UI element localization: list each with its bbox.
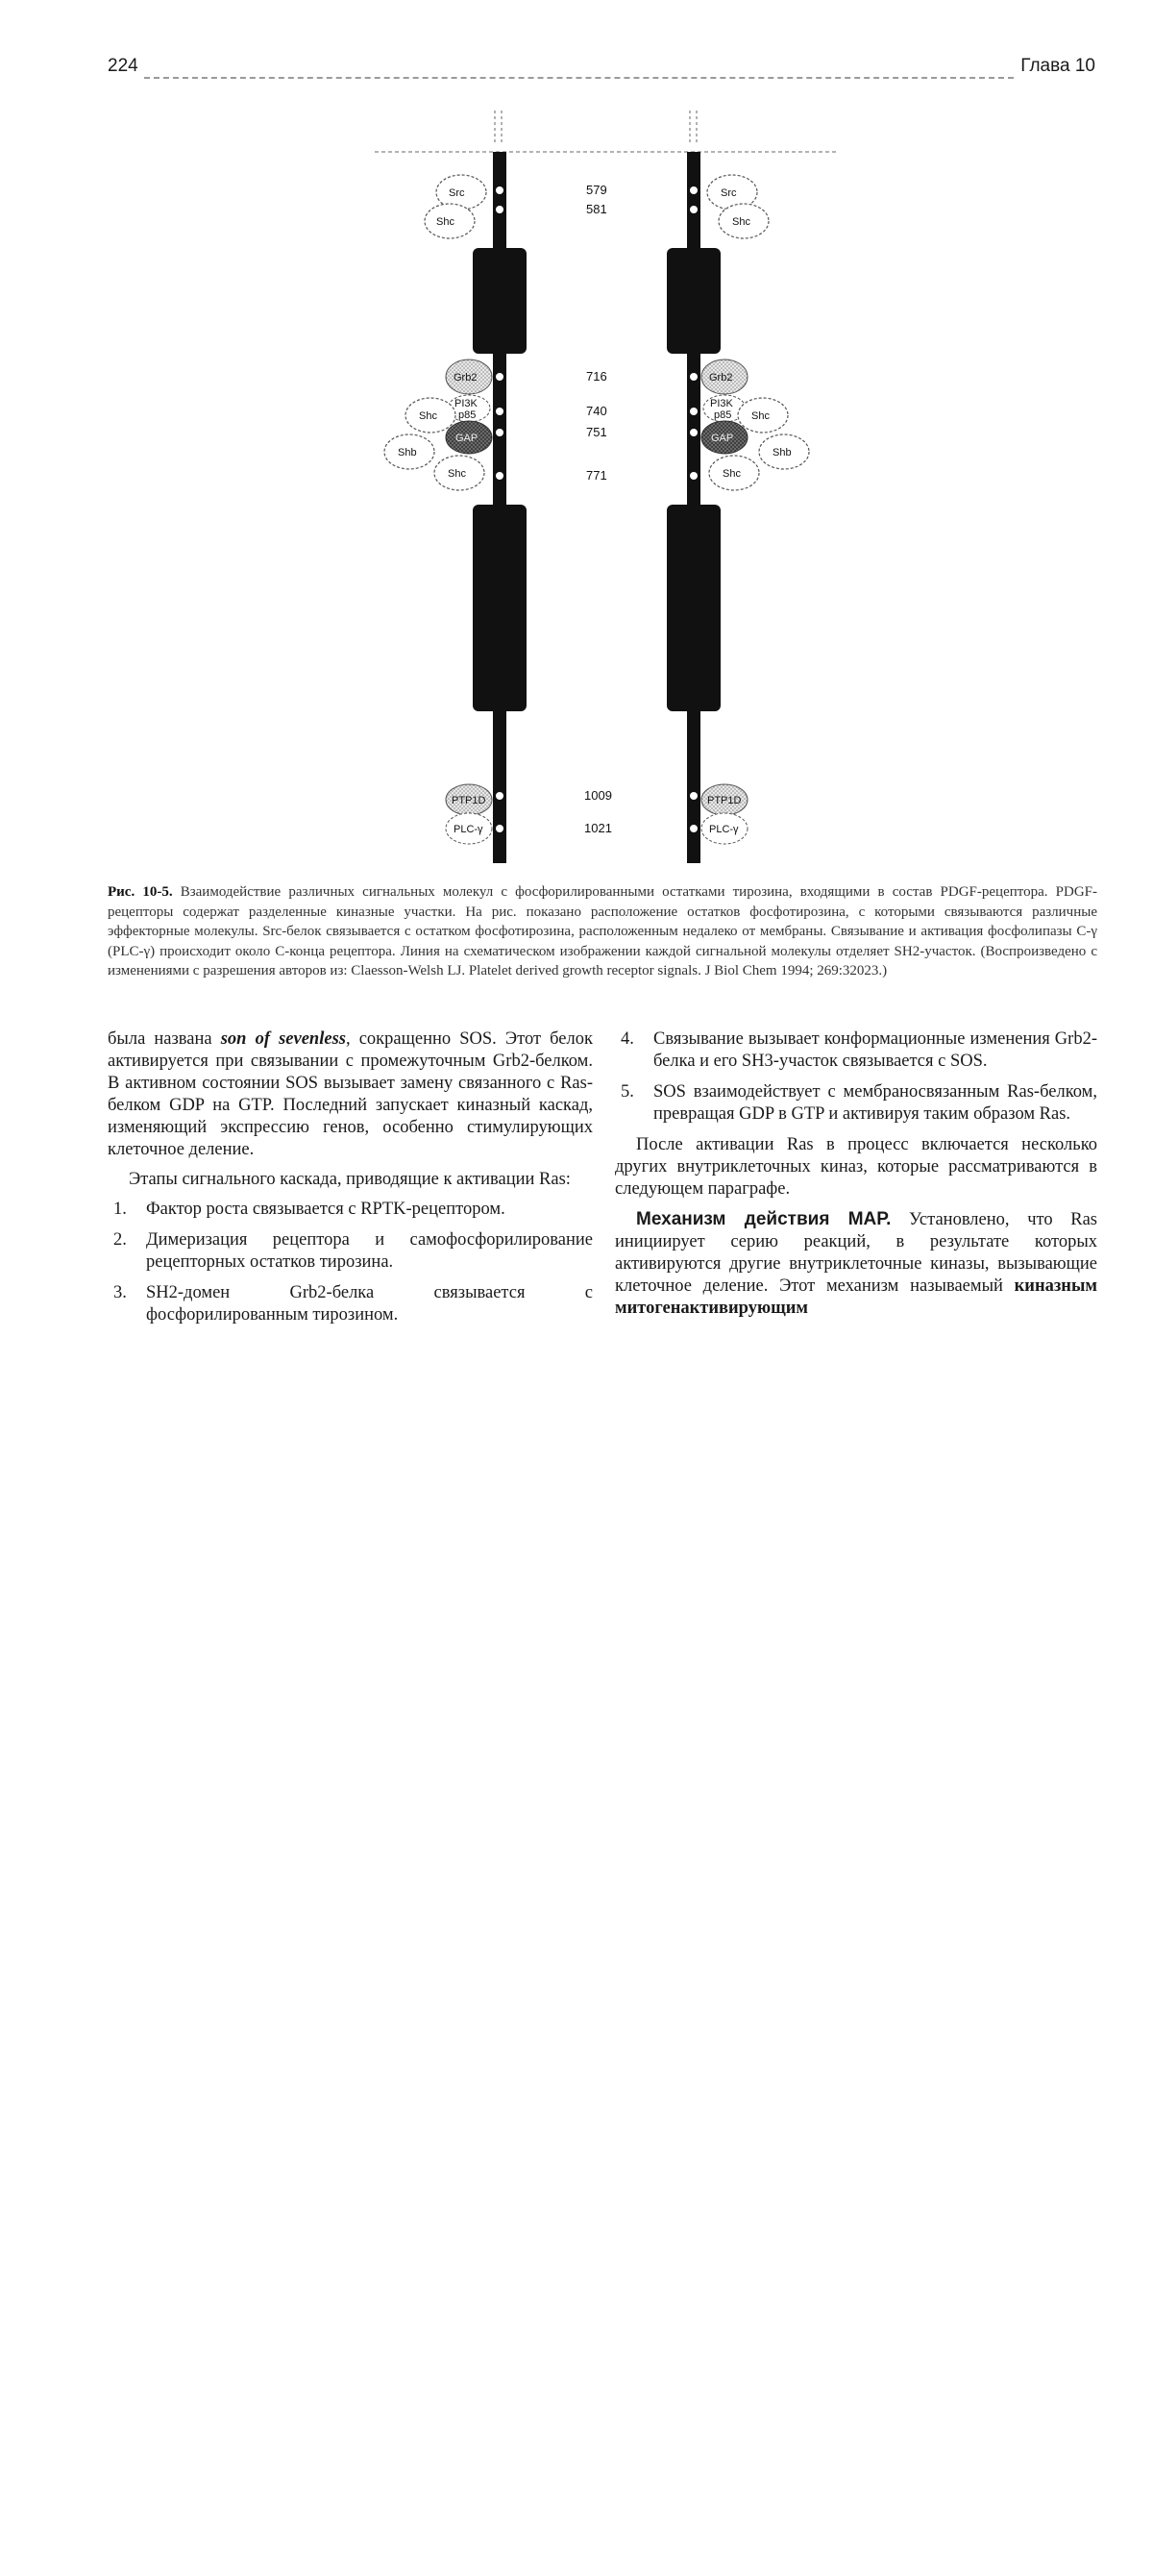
right-paragraph-2: Механизм действия МАР. Установлено, что Ras инициирует серию реакций, в результате которых активируются другие внутриклеточные киназы, вызывающие клеточное деление. Этот механизм называемый киназным митогенактивирующим	[615, 1209, 1098, 1318]
header-rule	[144, 77, 1014, 79]
gap-label: GAP	[455, 433, 478, 444]
p85-label: p85	[458, 409, 477, 421]
svg-text:p85: p85	[714, 409, 732, 421]
left-column	[108, 1028, 593, 1335]
svg-text:Src: Src	[721, 187, 737, 199]
svg-text:Shc: Shc	[732, 216, 750, 228]
ptp1d-label: PTP1D	[452, 795, 486, 806]
site-771: 771	[586, 468, 607, 483]
left-receptor	[384, 152, 527, 863]
src-label: Src	[449, 187, 465, 199]
svg-text:Shc: Shc	[723, 468, 741, 480]
svg-text:Grb2: Grb2	[709, 372, 733, 384]
right-column	[615, 1028, 1097, 1327]
page-number: 224	[108, 56, 138, 76]
kinase-domain-1	[473, 248, 527, 354]
term-son-of-sevenless: son of sevenless	[220, 1029, 346, 1049]
site-581: 581	[586, 202, 607, 216]
chapter-title: Глава 10	[1020, 56, 1095, 76]
list-item: 5. SOS взаимодействует с мембраносвязанным Ras-белком, превращая GDP в GTP и активируя таким образом Ras.	[621, 1082, 1097, 1124]
shc-label: Shc	[436, 216, 454, 228]
svg-text:GAP: GAP	[711, 433, 734, 444]
right-paragraph-1: После активации Ras в процесс включается несколько других внутриклеточных киназ, которые рассматриваются в следующем параграфе.	[615, 1135, 1097, 1199]
figure-caption	[108, 882, 1097, 981]
svg-text:Shc: Shc	[419, 410, 437, 422]
svg-text:PI3K: PI3K	[710, 398, 733, 409]
shb-label: Shb	[398, 447, 417, 458]
caption-label: Рис. 10-5.	[108, 884, 173, 900]
site-579: 579	[586, 183, 607, 197]
svg-text:Shb: Shb	[773, 447, 792, 458]
site-740: 740	[586, 404, 607, 418]
svg-text:PLC-γ: PLC-γ	[709, 824, 739, 835]
receptor-diagram	[356, 106, 855, 875]
receptor-figure	[356, 106, 855, 875]
site-1021: 1021	[584, 821, 612, 835]
list-item: 3. SH2-домен Grb2-белка связывается с фосфорилированным тирозином.	[113, 1283, 593, 1325]
svg-text:Shc: Shc	[751, 410, 770, 422]
plcg-label: PLC-γ	[454, 824, 483, 835]
left-paragraph-2: Этапы сигнального каскада, приводящие к активации Ras:	[129, 1170, 571, 1189]
kinase-domain-2	[473, 505, 527, 711]
site-numbers	[584, 183, 612, 835]
site-716: 716	[586, 369, 607, 384]
steps-list-right	[615, 1028, 1097, 1126]
section-heading-map: Механизм действия МАР.	[636, 1209, 892, 1229]
svg-text:Shc: Shc	[448, 468, 466, 480]
grb2-label: Grb2	[454, 372, 478, 384]
steps-list-left	[108, 1199, 593, 1326]
site-751: 751	[586, 425, 607, 439]
right-receptor	[667, 152, 809, 863]
pi3k-label: PI3K	[454, 398, 478, 409]
caption-text: Взаимодействие различных сигнальных молекул с фосфорилированными остатками тирозина, входящими в состав PDGF-рецептора. PDGF-рецепторы содержат разделенные киназные участки. На рис. показано расположение остатков фосфотирозина, с которыми связываются различные эффекторные молекулы. Src-белок связывается с остатком фосфотирозина, расположенным недалеко от мембраны. Связывание и активация фосфолипазы С-γ (PLC-γ) происходит около С-конца рецептора. Линия на схематическом изображении каждой сигнальной молекулы отделяет SH2-участок. (Воспроизведено с изменениями с разрешения авторов из: Claesson-Welsh LJ. Platelet derived growth receptor signals. J Biol Chem 1994; 269:32023.)	[108, 884, 1097, 978]
running-header	[108, 56, 1095, 83]
list-item: 2. Димеризация рецептора и самофосфорилирование рецепторных остатков тирозина.	[113, 1230, 593, 1272]
left-paragraph-1: была названа son of sevenless, сокращенно SOS. Этот белок активируется при связывании с промежуточным Grb2-белком. В активном состоянии SOS вызывает замену связанного с Ras-белком GDP на GTP. Последний запускает киназный каскад, изменяющий экспрессию генов, особенно стимулирующих клеточное деление.	[108, 1029, 593, 1159]
svg-text:PTP1D: PTP1D	[707, 795, 742, 806]
list-item: 1. Фактор роста связывается с RPTK-рецептором.	[113, 1200, 505, 1219]
list-item: 4. Связывание вызывает конформационные изменения Grb2-белка и его SH3-участок связывается с SOS.	[621, 1029, 1097, 1071]
site-1009: 1009	[584, 788, 612, 803]
